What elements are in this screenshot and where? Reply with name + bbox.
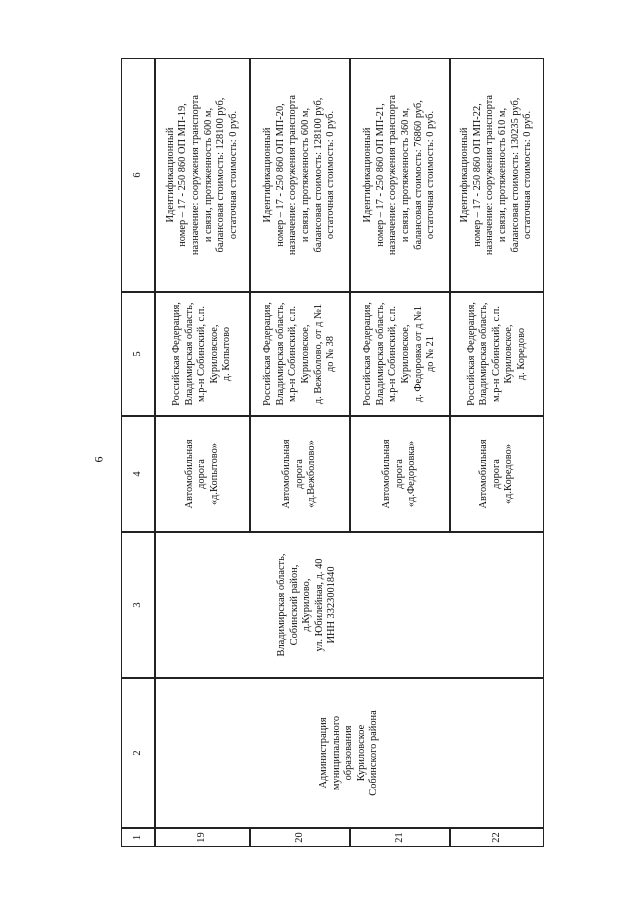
object-address: Российская Федерация, Владимирская область, м.р-н Собинский, с.п. Куриловское, д. Вежболово, от д №1 до № 38: [250, 292, 350, 416]
row-number: 20: [250, 828, 350, 847]
object-address: Российская Федерация, Владимирская область, м.р-н Собинский, с.п. Куриловское, д. Копытово: [155, 292, 250, 416]
object-name: Автомобильная дорога «д.Федоровка»: [350, 416, 450, 532]
object-address: Российская Федерация, Владимирская область, м.р-н Собинский, с.п. Куриловское, д. Федоровка от д №1 до № 21: [350, 292, 450, 416]
object-description: Идентификационный номер – 17 - 250 860 ОП МП-19, назначение: сооружения транспорта и связи, протяженность 600 м, балансовая стоимость: 128100 руб, остаточная стоимость: 0 руб.: [155, 58, 250, 292]
header-col-1: 1: [121, 828, 155, 847]
rotated-page-area: [121, 58, 544, 847]
header-col-6: 6: [121, 58, 155, 292]
row-number: 22: [450, 828, 544, 847]
page-number: 6: [91, 456, 106, 463]
object-description: Идентификационный номер – 17 - 250 860 ОП МП-21, назначение: сооружения транспорта и связи, протяженность 360 м, балансовая стоимость: 76860 руб, остаточная стоимость: 0 руб.: [350, 58, 450, 292]
object-description: Идентификационный номер – 17 - 250 860 ОП МП-20, назначение: сооружения транспорта и связи, протяженность 600 м, балансовая стоимость: 128100 руб, остаточная стоимость: 0 руб.: [250, 58, 350, 292]
header-col-3: 3: [121, 532, 155, 678]
row-number: 19: [155, 828, 250, 847]
object-name: Автомобильная дорога «д.Копытово»: [155, 416, 250, 532]
header-col-5: 5: [121, 292, 155, 416]
row-number: 21: [350, 828, 450, 847]
property-registry-table: [121, 58, 544, 847]
object-name: Автомобильная дорога «д.Коредово»: [450, 416, 544, 532]
header-col-2: 2: [121, 678, 155, 828]
org-address-cell: Владимирская область, Собинский район, д.Курилово, ул. Юбилейная, д. 40 ИНН 3323001840: [155, 532, 544, 678]
object-description: Идентификационный номер – 17 - 250 860 ОП МП-22, назначение: сооружения транспорта и связи, протяженность 610 м, балансовая стоимость: 130235 руб, остаточная стоимость: 0 руб.: [450, 58, 544, 292]
org-name-cell: Администрация муниципального образования Куриловское Собинского района: [155, 678, 544, 828]
object-name: Автомобильная дорога «д.Вежболово»: [250, 416, 350, 532]
header-col-4: 4: [121, 416, 155, 532]
object-address: Российская Федерация, Владимирская область, м.р-н Собинский, с.п. Куриловское, д. Коредово: [450, 292, 544, 416]
